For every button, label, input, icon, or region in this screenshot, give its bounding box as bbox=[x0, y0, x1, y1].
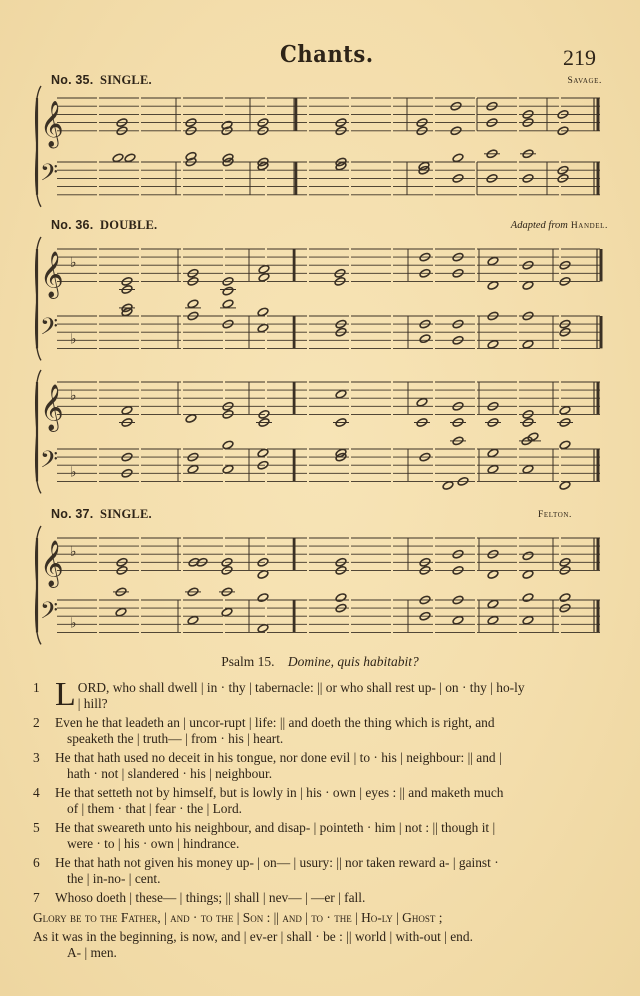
psalm-latin-incipit: Domine, quis habitabit? bbox=[287, 654, 419, 669]
half-note-icon bbox=[257, 448, 269, 458]
psalm-number: Psalm 15. bbox=[221, 654, 275, 669]
half-note-icon bbox=[487, 256, 499, 266]
half-note-icon bbox=[121, 405, 133, 415]
half-note-icon bbox=[487, 448, 499, 458]
chant-type: SINGLE. bbox=[100, 73, 152, 87]
half-note-icon bbox=[522, 615, 534, 625]
verse-number: 1 bbox=[33, 680, 40, 695]
verse-2 bbox=[33, 715, 613, 746]
verse-continuation: the | in-no- | cent. bbox=[67, 870, 161, 886]
verse-continuation: of | them · that | fear · the | Lord. bbox=[67, 800, 242, 816]
half-note-icon bbox=[257, 323, 269, 333]
flat-icon: ♭ bbox=[70, 615, 77, 632]
verse-number: 4 bbox=[33, 785, 40, 800]
half-note-icon bbox=[522, 593, 534, 603]
half-note-icon bbox=[416, 397, 428, 407]
half-note-icon bbox=[222, 464, 234, 474]
verse-5 bbox=[33, 820, 613, 851]
verse-text: Whoso doeth | these— | things; || shall | nev— | —er | fall. bbox=[55, 890, 366, 905]
half-note-icon bbox=[452, 153, 464, 163]
half-note-icon bbox=[258, 272, 270, 282]
verse-number: 6 bbox=[33, 855, 40, 870]
half-note-icon bbox=[487, 280, 499, 290]
half-note-icon bbox=[222, 299, 234, 309]
flat-icon: ♭ bbox=[70, 464, 77, 481]
doxology-text: Glory be to the Father, | and · to the | Son : || and | to · the | Ho-ly | Ghost ; bbox=[33, 909, 443, 925]
half-note-icon bbox=[112, 153, 124, 163]
composer-name: Handel. bbox=[570, 221, 608, 231]
treble-clef-icon: 𝄞 bbox=[40, 100, 64, 147]
psalm-verses bbox=[33, 676, 613, 964]
verse-4 bbox=[33, 785, 613, 816]
half-note-icon bbox=[187, 615, 199, 625]
half-note-icon bbox=[222, 286, 234, 296]
sicut-erat bbox=[33, 929, 613, 960]
verse-text: He that setteth not by himself, but is lowly in | his · own | eyes : || and maketh much bbox=[55, 785, 504, 800]
verse-number: 7 bbox=[33, 890, 40, 905]
half-note-icon bbox=[257, 569, 269, 579]
flat-icon: ♭ bbox=[70, 388, 77, 405]
chant-type: DOUBLE. bbox=[100, 218, 158, 232]
half-note-icon bbox=[522, 551, 534, 561]
bass-clef-icon: 𝄢 bbox=[40, 445, 59, 479]
verse-continuation: | hill? bbox=[77, 695, 108, 711]
chant-number: No. 37. bbox=[51, 507, 94, 521]
half-note-icon bbox=[442, 480, 454, 490]
half-note-icon bbox=[257, 623, 269, 633]
half-note-icon bbox=[187, 299, 199, 309]
treble-clef-icon: 𝄞 bbox=[40, 251, 64, 298]
verse-text: He that hath used no deceit in his tongue, nor done evil | to · his | neighbour: || and | bbox=[55, 750, 502, 765]
half-note-icon bbox=[487, 339, 499, 349]
half-note-icon bbox=[124, 153, 136, 163]
verse-7 bbox=[33, 890, 613, 906]
half-note-icon bbox=[559, 480, 571, 490]
chant-number: No. 36. bbox=[51, 218, 94, 232]
half-note-icon bbox=[522, 280, 534, 290]
drop-cap: L bbox=[55, 676, 76, 713]
verse-continuation: hath · not | slandered · his | neighbour. bbox=[67, 765, 273, 781]
verse-number: 5 bbox=[33, 820, 40, 835]
half-note-icon bbox=[487, 464, 499, 474]
half-note-icon bbox=[257, 593, 269, 603]
composer-name: Felton. bbox=[537, 510, 572, 520]
verse-continuation: were · to | his · own | hindrance. bbox=[67, 835, 240, 851]
treble-clef-icon: 𝄞 bbox=[40, 384, 64, 431]
chant-number: No. 35. bbox=[51, 73, 94, 87]
composer-name: Savage. bbox=[567, 76, 602, 86]
flat-icon: ♭ bbox=[70, 544, 77, 561]
half-note-icon bbox=[559, 440, 571, 450]
gloria-patri bbox=[33, 910, 613, 926]
half-note-icon bbox=[522, 464, 534, 474]
flat-icon: ♭ bbox=[70, 255, 77, 272]
doxology-text: As it was in the beginning, is now, and | ev-er | shall · be : || world | with-out | end. bbox=[33, 929, 473, 944]
running-title: Chants. bbox=[280, 41, 374, 68]
half-note-icon bbox=[257, 307, 269, 317]
half-note-icon bbox=[221, 607, 233, 617]
verse-6 bbox=[33, 855, 613, 886]
verse-text: He that hath not given his money up- | on— | usury: || nor taken reward a- | gainst · bbox=[55, 855, 499, 870]
verse-1 bbox=[33, 676, 613, 713]
half-note-icon bbox=[419, 334, 431, 344]
half-note-icon bbox=[487, 599, 499, 609]
page-number: 219 bbox=[563, 45, 596, 70]
flat-icon: ♭ bbox=[70, 331, 77, 348]
bass-clef-icon: 𝄢 bbox=[40, 158, 59, 192]
verse-3 bbox=[33, 750, 613, 781]
half-note-icon bbox=[527, 432, 539, 442]
half-note-icon bbox=[258, 264, 270, 274]
verse-number: 3 bbox=[33, 750, 40, 765]
bass-clef-icon: 𝄢 bbox=[40, 312, 59, 346]
verse-text: Even he that leadeth an | uncor-rupt | life: || and doeth the thing which is right, and bbox=[55, 715, 495, 730]
half-note-icon bbox=[452, 615, 464, 625]
half-note-icon bbox=[487, 615, 499, 625]
half-note-icon bbox=[335, 593, 347, 603]
half-note-icon bbox=[185, 413, 197, 423]
treble-clef-icon: 𝄞 bbox=[40, 540, 64, 587]
half-note-icon bbox=[187, 464, 199, 474]
verse-number: 2 bbox=[33, 715, 40, 730]
verse-text: ORD, who shall dwell | in · thy | tabernacle: || or who shall rest up- | on · thy | ho-ly bbox=[77, 680, 525, 695]
half-note-icon bbox=[115, 607, 127, 617]
psalm-title bbox=[0, 654, 640, 670]
half-note-icon bbox=[559, 593, 571, 603]
composer-prefix: Adapted from bbox=[510, 220, 568, 231]
verse-text: He that sweareth unto his neighbour, and disap- | pointeth · him | not : || though it | bbox=[55, 820, 496, 835]
half-note-icon bbox=[559, 405, 571, 415]
half-note-icon bbox=[522, 569, 534, 579]
half-note-icon bbox=[522, 339, 534, 349]
verse-continuation: speaketh the | truth— | from · his | heart. bbox=[67, 730, 284, 746]
chant-type: SINGLE. bbox=[100, 507, 152, 521]
half-note-icon bbox=[487, 569, 499, 579]
half-note-icon bbox=[222, 440, 234, 450]
bass-clef-icon: 𝄢 bbox=[40, 596, 59, 630]
half-note-icon bbox=[335, 389, 347, 399]
doxology-continuation: A- | men. bbox=[67, 944, 117, 960]
